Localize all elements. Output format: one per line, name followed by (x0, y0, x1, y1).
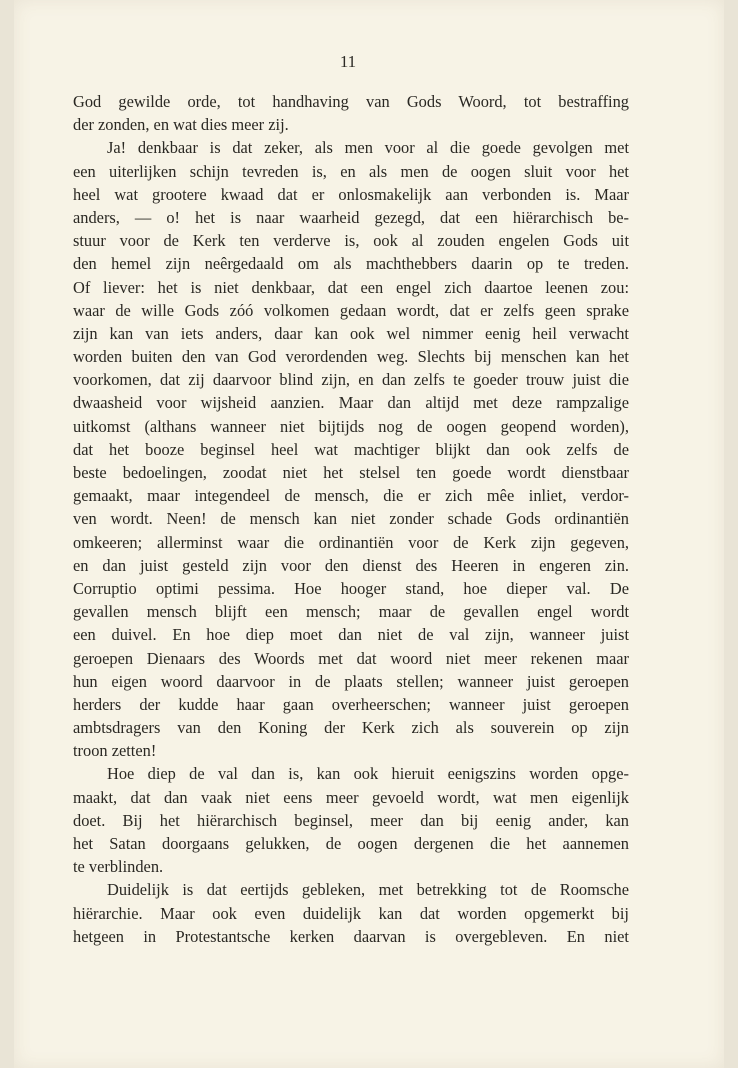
text-line: dwaasheid voor wijsheid aanzien. Maar dan altijd met deze rampzalige (73, 393, 629, 413)
text-line: gevallen mensch blijft een mensch; maar de gevallen engel wordt (73, 602, 629, 622)
text-line: Corruptio optimi pessima. Hoe hooger stand, hoe dieper val. De (73, 578, 629, 598)
text-line: worden buiten den van God verordenden weg. Slechts bij menschen kan het (73, 347, 629, 367)
text-line: doet. Bij het hiërarchisch beginsel, meer dan bij eenig ander, kan (73, 810, 629, 830)
body-text (73, 90, 629, 948)
text-line: anders, — o! het is naar waarheid gezegd, dat een hiërarchisch be- (73, 207, 629, 227)
text-line: en dan juist gesteld zijn voor den dienst des Heeren in engeren zin. (73, 555, 629, 575)
text-line: omkeeren; allerminst waar die ordinantiën voor de Kerk zijn gegeven, (73, 532, 629, 552)
text-line: ambtsdragers van den Koning der Kerk zich als souverein op zijn (73, 718, 629, 738)
text-line: stuur voor de Kerk ten verderve is, ook al zouden engelen Gods uit (73, 231, 629, 251)
text-line: hun eigen woord daarvoor in de plaats stellen; wanneer juist geroepen (73, 671, 629, 691)
text-line: heel wat grootere kwaad dat er onlosmakelijk aan verbonden is. Maar (73, 184, 629, 204)
text-line: het Satan doorgaans gelukken, de oogen dergenen die het aannemen (73, 834, 629, 853)
text-line: dat het booze beginsel heel wat machtiger blijkt dan ook zelfs de (73, 439, 629, 459)
text-line: Of liever: het is niet denkbaar, dat een engel zich daartoe leenen zou: (73, 277, 629, 297)
text-line: te verblinden. (73, 857, 164, 877)
text-line: God gewilde orde, tot handhaving van Gods Woord, tot bestraffing (73, 92, 629, 111)
text-line: uitkomst (althans wanneer niet bijtijds nog de oogen geopend worden), (73, 416, 629, 436)
text-line: hiërarchie. Maar ook even duidelijk kan dat worden opgemerkt bij (73, 903, 629, 923)
text-line: geroepen Dienaars des Woords met dat woord niet meer rekenen maar (73, 648, 629, 668)
text-line: een duivel. En hoe diep moet dan niet de val zijn, wanneer juist (73, 625, 629, 645)
page-number: 11 (339, 52, 357, 71)
text-line: gemaakt, maar integendeel de mensch, die er zich mêe inliet, verdor- (73, 486, 629, 506)
text-line: herders der kudde haar gaan overheerschen; wanneer juist geroepen (73, 694, 629, 714)
book-page (14, 0, 724, 1068)
text-line: beste bedoelingen, zoodat niet het stelsel ten goede wordt dienstbaar (73, 463, 629, 482)
text-line: den hemel zijn neêrgedaald om als machthebbers daarin op te treden. (73, 254, 629, 274)
text-line: zijn kan van iets anders, daar kan ook wel nimmer eenig heil verwacht (73, 323, 629, 343)
text-line: ven wordt. Neen! de mensch kan niet zonder schade Gods ordinantiën (73, 509, 629, 529)
text-line: troon zetten! (73, 741, 157, 761)
text-line: maakt, dat dan vaak niet eens meer gevoeld wordt, wat men eigenlijk (73, 787, 629, 807)
text-line: Hoe diep de val dan is, kan ook hieruit eenigszins worden opge- (107, 764, 629, 784)
text-line: der zonden, en wat dies meer zij. (73, 115, 289, 135)
text-line: Ja! denkbaar is dat zeker, als men voor al die goede gevolgen met (107, 138, 629, 158)
text-line: een uiterlijken schijn tevreden is, en als men de oogen sluit voor het (73, 161, 629, 181)
text-line: waar de wille Gods zóó volkomen gedaan wordt, dat er zelfs geen sprake (73, 300, 629, 320)
text-line: Duidelijk is dat eertijds gebleken, met betrekking tot de Roomsche (107, 880, 629, 900)
text-line: hetgeen in Protestantsche kerken daarvan is overgebleven. En niet (73, 926, 629, 946)
text-line: voorkomen, dat zij daarvoor blind zijn, en dan zelfs te goeder trouw juist die (73, 370, 629, 390)
